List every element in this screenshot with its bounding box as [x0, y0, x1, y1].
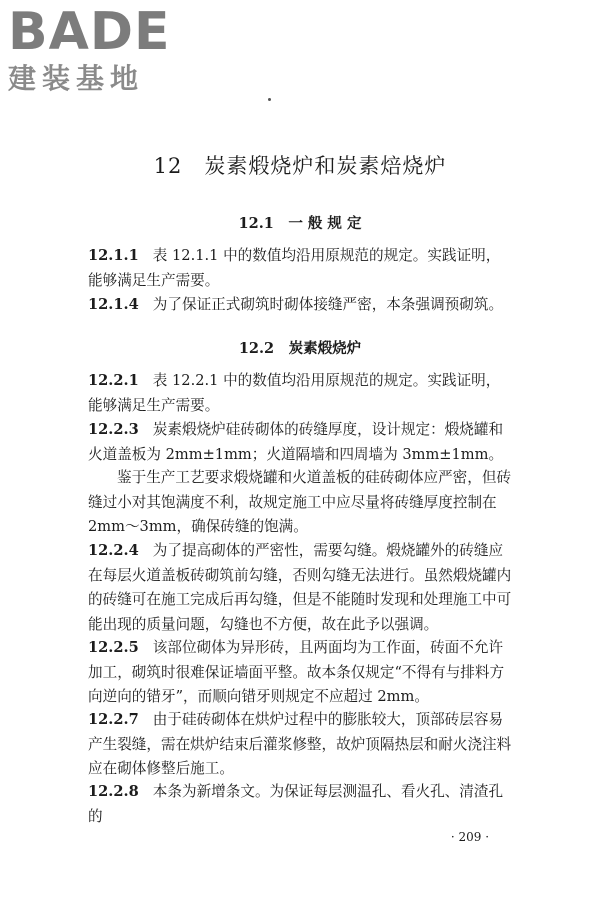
clause-12-2-8: [88, 780, 512, 829]
section-title: 12.2 炭素煅烧炉: [238, 340, 362, 357]
clause-number: 12.1.1: [88, 247, 139, 264]
clause-number: 12.1.4: [88, 296, 139, 313]
clause-text: 该部位砌体为异形砖，且两面均为工作面，砖面不允许加工，砌筑时很难保证墙面平整。故本条仅规定“不得有与排料方向逆向的错牙”，而顺向错牙则规定不应超过 2mm。: [88, 639, 505, 705]
clause-12-1-1: [88, 244, 512, 293]
clause-12-2-3-continued: [88, 466, 512, 540]
scan-speck: [268, 98, 271, 101]
section-title: 12.1 一 般 规 定: [238, 215, 362, 232]
clause-12-2-3: [88, 418, 512, 467]
clause-12-2-7: [88, 708, 512, 782]
clause-text: 鉴于生产工艺要求煅烧罐和火道盖板的硅砖砌体应严密，但砖缝过小对其饱满度不利，故规定施工中应尽量将砖缝厚度控制在 2mm～3mm，确保砖缝的饱满。: [88, 469, 512, 535]
clause-number: 12.2.4: [88, 542, 139, 559]
clause-number: 12.2.3: [88, 421, 139, 438]
logo-mark: BADE: [8, 2, 171, 62]
clause-text: 本条为新增条文。为保证每层测温孔、看火孔、清渣孔的: [88, 783, 504, 825]
clause-12-2-4: [88, 539, 512, 637]
clause-number: 12.2.5: [88, 639, 139, 656]
clause-12-1-4: [88, 293, 512, 318]
clause-text: 表 12.2.1 中的数值均沿用原规范的规定。实践证明，能够满足生产需要。: [88, 372, 501, 414]
clause-text: 炭素煅烧炉硅砖砌体的砖缝厚度，设计规定：煅烧罐和火道盖板为 2mm±1mm；火道隔墙和四周墙为 3mm±1mm。: [88, 421, 504, 463]
clause-text: 为了保证正式砌筑时砌体接缝严密，本条强调预砌筑。: [152, 296, 504, 313]
clause-text: 表 12.1.1 中的数值均沿用原规范的规定。实践证明，能够满足生产需要。: [88, 247, 501, 289]
publisher-logo: [8, 4, 178, 96]
logo-subtitle: 建装基地: [8, 62, 145, 95]
chapter-title: 12 炭素煅烧炉和炭素焙烧炉: [153, 154, 447, 178]
page-number: · 209 ·: [450, 830, 490, 844]
clause-12-2-5: [88, 636, 512, 710]
clause-number: 12.2.7: [88, 711, 139, 728]
clause-number: 12.2.8: [88, 783, 139, 800]
clause-text: 由于硅砖砌体在烘炉过程中的膨胀较大，顶部砖层容易产生裂缝，需在烘炉结束后灌浆修整，故炉顶隔热层和耐火浇注料应在砌体修整后施工。: [88, 711, 512, 777]
clause-12-2-1: [88, 369, 512, 418]
clause-text: 为了提高砌体的严密性，需要勾缝。煅烧罐外的砖缝应在每层火道盖板砖砌筑前勾缝，否则勾缝无法进行。虽然煅烧罐内的砖缝可在施工完成后再勾缝，但是不能随时发现和处理施工中可能出现的质量问题，勾缝也不方便，故在此予以强调。: [88, 542, 512, 633]
clause-number: 12.2.1: [88, 372, 139, 389]
